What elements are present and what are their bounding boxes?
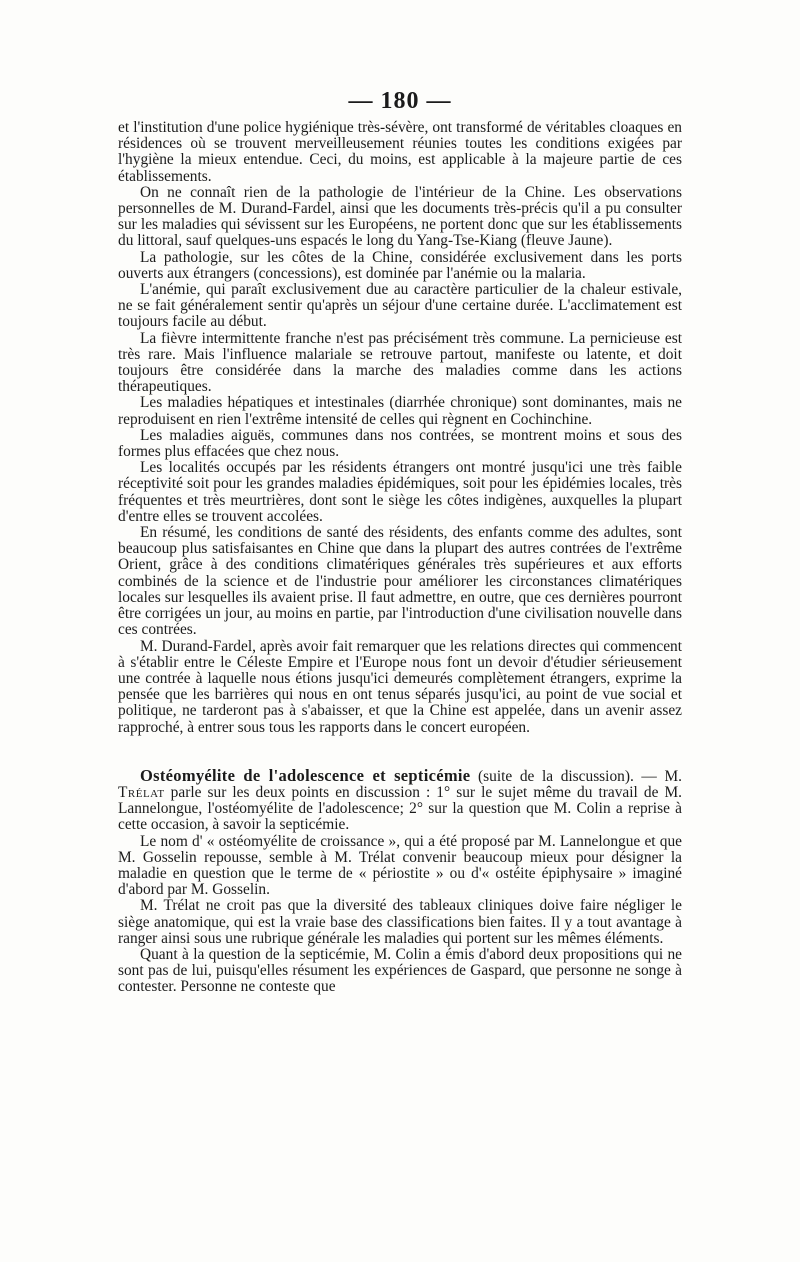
paragraph: La fièvre intermittente franche n'est pas précisément très commune. La pernicieuse est très rare. Mais l'influence malariale se retrouve partout, manifeste ou latente, et doit toujours être considérée dans la marche des maladies comme dans les actions thérapeutiques. xyxy=(118,329,682,396)
paragraph: M. Durand-Fardel, après avoir fait remarquer que les relations directes qui commencent à s'établir entre le Céleste Empire et l'Europe nous font un devoir d'étudier sérieusement une contrée à laquelle nous étions jusqu'ici demeurés complètement étrangers, exprime la pensée que les barrières qui nous en ont tenus séparés jusqu'ici, au point de vue social et politique, ne tarderont pas à s'abaisser, et que la Chine est appelée, dans un avenir assez rapproché, à entrer sous tous les rapports dans le concert européen. xyxy=(118,637,682,736)
page-number: — 180 — xyxy=(348,88,452,114)
section-osteomyelitis xyxy=(118,765,682,996)
page-body xyxy=(118,120,682,996)
paragraph: Les maladies hépatiques et intestinales (diarrhée chronique) sont dominantes, mais ne reproduisent en rien l'extrême intensité de celles qui règnent en Cochinchine. xyxy=(118,394,682,428)
intro-text: parle sur les deux points en discussion : 1° sur le sujet même du travail de M. Lannelongue, l'ostéomyélite de l'adolescence; 2° sur la question que M. Colin a reprise à cette occasion, à savoir la septicémie. xyxy=(118,783,682,834)
paragraph: La pathologie, sur les côtes de la Chine, considérée exclusivement dans les ports ouverts aux étrangers (concessions), est dominée par l'anémie ou la malaria. xyxy=(118,248,682,282)
section-china-pathology xyxy=(118,120,682,736)
section-heading: Ostéomyélite de l'adolescence et septicémie xyxy=(140,765,471,785)
paragraph: On ne connaît rien de la pathologie de l'intérieur de la Chine. Les observations personnelles de M. Durand-Fardel, ainsi que les documents très-précis qu'il a pu consulter sur les maladies qui sévissent sur les Européens, ne portent donc que sur les établissements du littoral, sauf quelques-uns espacés le long du Yang-Tse-Kiang (fleuve Jaune). xyxy=(118,183,682,250)
section-intro-paragraph xyxy=(118,765,682,834)
section-spacer xyxy=(118,736,682,768)
heading-continuation: (suite de la discussion). — M. xyxy=(470,767,682,785)
paragraph: Les localités occupés par les résidents étrangers ont montré jusqu'ici une très faible réceptivité soit pour les grandes maladies épidémiques, soit pour les épidémies locales, très fréquentes et très meurtrières, dont sont le siège les côtes indigènes, auxquelles la plupart d'entre elles se trouvent accolées. xyxy=(118,459,682,525)
paragraph: En résumé, les conditions de santé des résidents, des enfants comme des adultes, sont beaucoup plus satisfaisantes en Chine que dans la plupart des autres contrées de l'extrême Orient, grâce à des conditions climatériques générales très supérieures et aux efforts combinés de la science et de l'industrie pour améliorer les circonstances climatériques locales sur lesquelles ils avaient prise. Il faut admettre, en outre, que ces dernières pourront être corrigées un jour, au moins en partie, par l'introduction d'une civilisation nouvelle dans ces contrées. xyxy=(118,524,682,639)
paragraph: L'anémie, qui paraît exclusivement due au caractère particulier de la chaleur estivale, ne se fait généralement sentir qu'après un séjour d'une certaine durée. L'acclimatement est toujours facile au début. xyxy=(118,281,682,331)
paragraph: Quant à la question de la septicémie, M. Colin a émis d'abord deux propositions qui ne sont pas de lui, puisqu'elles résument les expériences de Gaspard, que personne ne songe à contester. Personne ne conteste que xyxy=(118,945,682,996)
paragraph: Les maladies aiguës, communes dans nos contrées, se montrent moins et sous des formes plus effacées que chez nous. xyxy=(118,426,682,461)
paragraph: Le nom d' « ostéomyélite de croissance », qui a été proposé par M. Lannelongue et que M. Gosselin repousse, semble à M. Trélat convenir beaucoup mieux pour désigner la maladie en question que le terme de « périostite » ou d'« ostéite épiphysaire » imaginé d'abord par M. Gosselin. xyxy=(118,832,682,899)
speaker-name: Trélat xyxy=(118,783,165,801)
paragraph: M. Trélat ne croit pas que la diversité des tableaux cliniques doive faire négliger le siège anatomique, qui est la vraie base des classifications bien faites. Il y a tout avantage à ranger ainsi sous une rubrique générale les maladies qui portent sur les mêmes éléments. xyxy=(118,897,682,947)
paragraph: et l'institution d'une police hygiénique très-sévère, ont transformé de véritables cloaques en résidences où se trouvent merveilleusement réunies toutes les conditions exigées par l'hygiène la mieux entendue. Ceci, du moins, est applicable à la majeure partie de ces établissements. xyxy=(118,119,682,185)
